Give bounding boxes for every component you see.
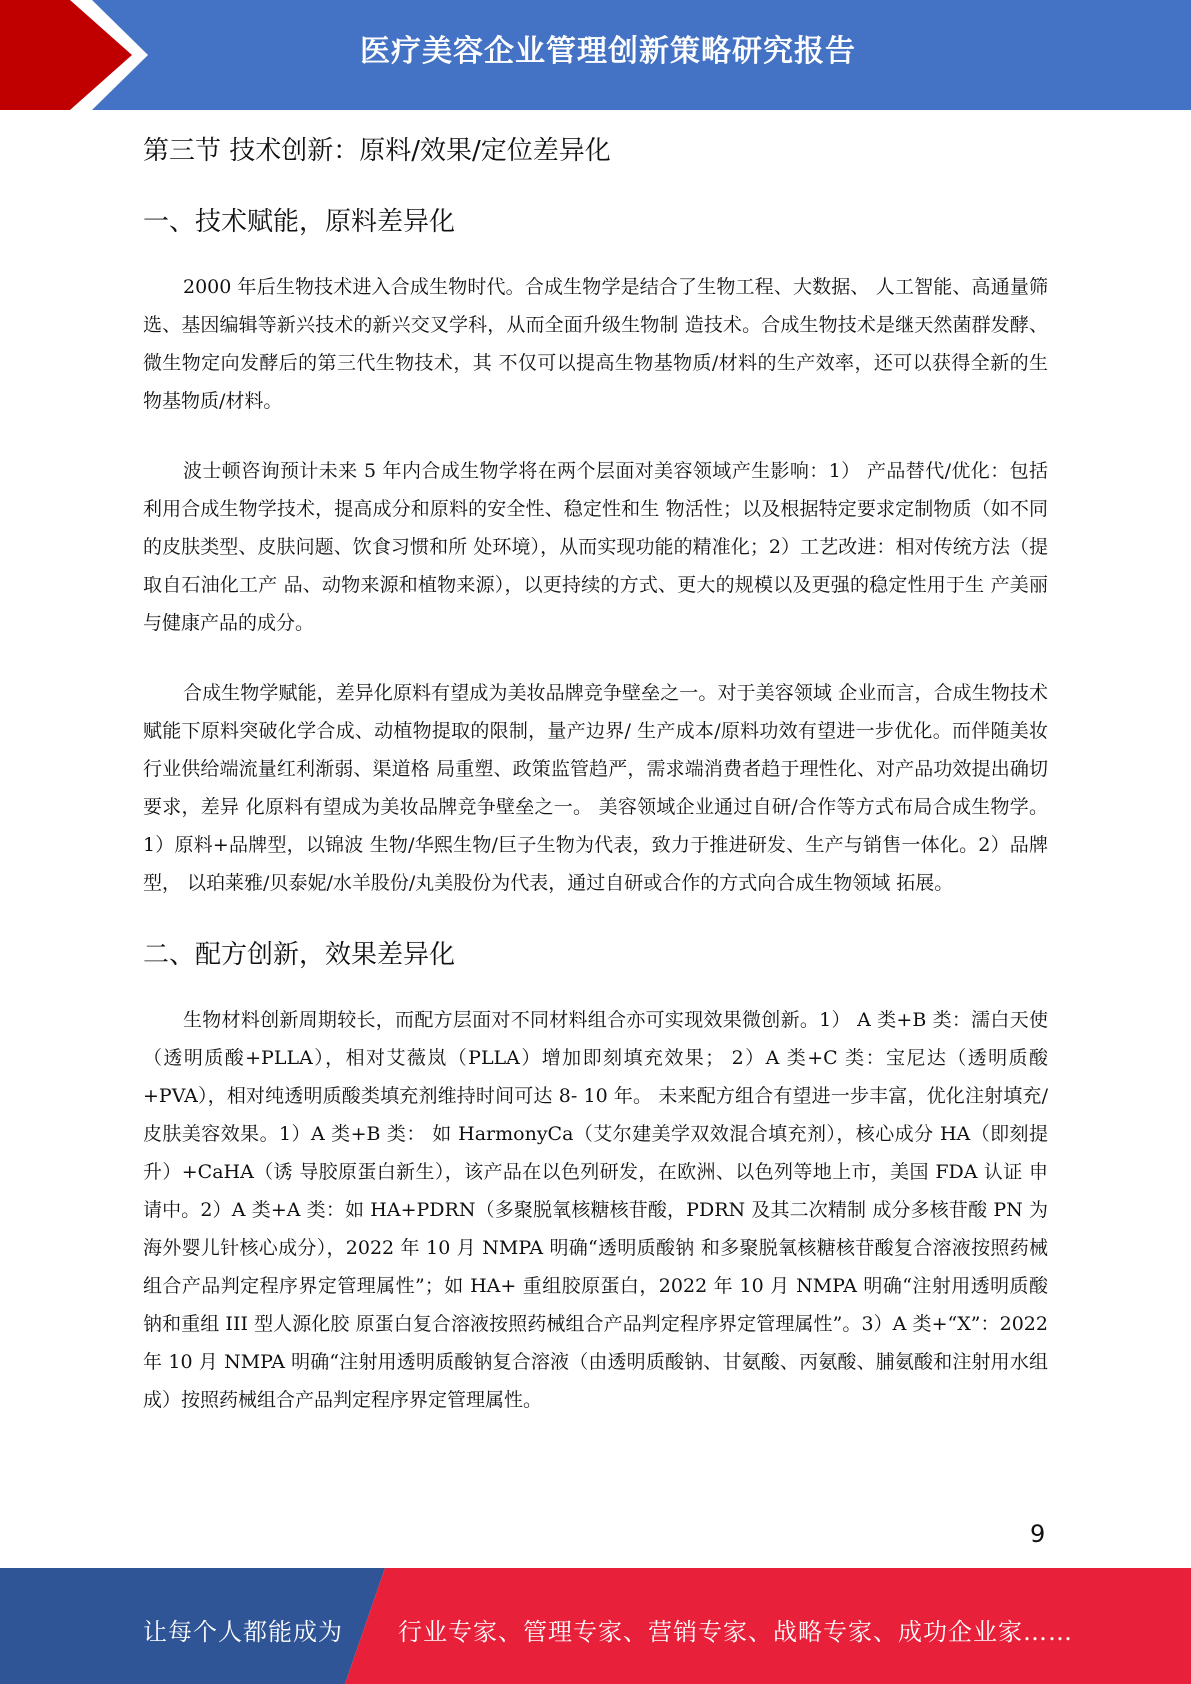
header-red-arrow-decoration [0, 0, 160, 110]
header-banner [0, 0, 1191, 110]
subheading-2: 二、配方创新，效果差异化 [143, 940, 456, 970]
subheading-1: 一、技术赋能，原料差异化 [143, 207, 456, 237]
footer-slogan-left: 让每个人都能成为 [143, 1618, 343, 1646]
paragraph-1-2: 波士顿咨询预计未来 5 年内合成生物学将在两个层面对美容领域产生影响：1） 产品替代/优化：包括利用合成生物学技术，提高成分和原料的安全性、稳定性和生 物活性；以及根据特定要求定制物质（如不同的皮肤类型、皮肤问题、饮食习惯和所 处环境），从而实现功能的精准化；2）工艺改进：相对传统方法（提取自石油化工产 品、动物来源和植物来源），以更持续的方式、更大的规模以及更强的稳定性用于生 产美丽与健康产品的成分。 [143, 460, 1048, 634]
page-number: 9 [1030, 1520, 1046, 1548]
report-title: 医疗美容企业管理创新策略研究报告 [360, 34, 856, 69]
paragraph-1-1: 2000 年后生物技术进入合成生物时代。合成生物学是结合了生物工程、大数据、 人工智能、高通量筛选、基因编辑等新兴技术的新兴交叉学科，从而全面升级生物制 造技术。合成生物技术是继天然菌群发酵、微生物定向发酵后的第三代生物技术，其 不仅可以提高生物基物质/材料的生产效率，还可以获得全新的生物基物质/材料。 [143, 276, 1048, 412]
paragraph-2-1: 生物材料创新周期较长，而配方层面对不同材料组合亦可实现效果微创新。1） A 类+B 类：濡白天使（透明质酸+PLLA），相对艾薇岚（PLLA）增加即刻填充效果； 2）A 类+C 类：宝尼达（透明质酸+PVA），相对纯透明质酸类填充剂维持时间可达 8- 10 年。 未来配方组合有望进一步丰富，优化注射填充/皮肤美容效果。1）A 类+B 类： 如 HarmonyCa（艾尔建美学双效混合填充剂），核心成分 HA（即刻提升）+CaHA（诱 导胶原蛋白新生），该产品在以色列研发，在欧洲、以色列等地上市，美国 FDA 认证 申请中。2）A 类+A 类：如 HA+PDRN（多聚脱氧核糖核苷酸，PDRN 及其二次精制 成分多核苷酸 PN 为海外婴儿针核心成分），2022 年 10 月 NMPA 明确“透明质酸钠 和多聚脱氧核糖核苷酸复合溶液按照药械组合产品判定程序界定管理属性”；如 HA+ 重组胶原蛋白，2022 年 10 月 NMPA 明确“注射用透明质酸钠和重组 III 型人源化胶 原蛋白复合溶液按照药械组合产品判定程序界定管理属性”。3）A 类+“X”：2022 年 10 月 NMPA 明确“注射用透明质酸钠复合溶液（由透明质酸钠、甘氨酸、丙氨酸、脯氨酸和注射用水组成）按照药械组合产品判定程序界定管理属性。 [143, 1009, 1048, 1411]
footer-banner [0, 1568, 1191, 1684]
footer-slogan-right: 行业专家、管理专家、营销专家、战略专家、成功企业家…… [398, 1618, 1073, 1646]
section-title: 第三节 技术创新：原料/效果/定位差异化 [143, 136, 611, 166]
document-body [143, 128, 1048, 1451]
paragraph-1-3: 合成生物学赋能，差异化原料有望成为美妆品牌竞争壁垒之一。对于美容领域 企业而言，合成生物技术赋能下原料突破化学合成、动植物提取的限制，量产边界/ 生产成本/原料功效有望进一步优化。而伴随美妆行业供给端流量红利渐弱、渠道格 局重塑、政策监管趋严，需求端消费者趋于理性化、对产品功效提出确切要求，差异 化原料有望成为美妆品牌竞争壁垒之一。 美容领域企业通过自研/合作等方式布局合成生物学。1）原料+品牌型，以锦波 生物/华熙生物/巨子生物为代表，致力于推进研发、生产与销售一体化。2）品牌型， 以珀莱雅/贝泰妮/水羊股份/丸美股份为代表，通过自研或合作的方式向合成生物领域 拓展。 [143, 682, 1048, 894]
